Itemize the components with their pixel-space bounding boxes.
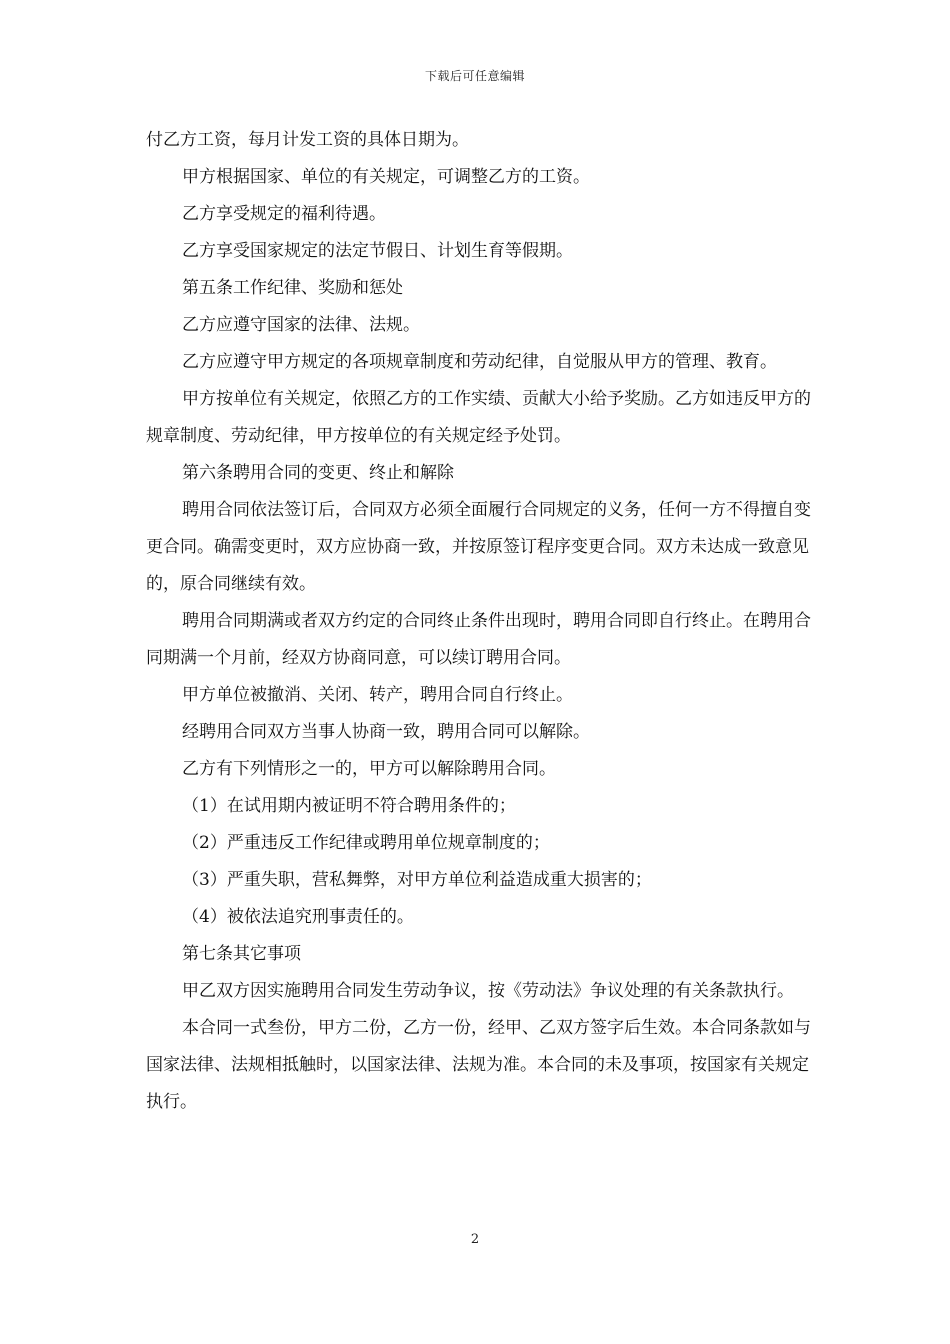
section-heading: 第六条聘用合同的变更、终止和解除	[182, 463, 454, 483]
paragraph: 聘用合同依法签订后，合同双方必须全面履行合同规定的义务，任何一方不得擅自变更合同。确需变更时，双方应协商一致，并按原签订程序变更合同。双方未达成一致意见的，原合同继续有效。	[146, 500, 811, 594]
paragraph: 本合同一式叁份，甲方二份，乙方一份，经甲、乙双方签字后生效。本合同条款如与国家法律、法规相抵触时，以国家法律、法规为准。本合同的未及事项，按国家有关规定执行。	[146, 1018, 811, 1112]
list-item: （3）严重失职，营私舞弊，对甲方单位利益造成重大损害的；	[182, 870, 652, 890]
paragraph: 乙方享受国家规定的法定节假日、计划生育等假期。	[182, 241, 573, 261]
paragraph: 乙方享受规定的福利待遇。	[182, 204, 386, 224]
paragraph: 乙方应遵守甲方规定的各项规章制度和劳动纪律，自觉服从甲方的管理、教育。	[182, 352, 777, 372]
paragraph: 甲方单位被撤消、关闭、转产，聘用合同自行终止。	[182, 685, 573, 705]
paragraph: 经聘用合同双方当事人协商一致，聘用合同可以解除。	[182, 722, 590, 742]
section-heading: 第五条工作纪律、奖励和惩处	[182, 278, 403, 298]
list-item: （1）在试用期内被证明不符合聘用条件的；	[182, 796, 516, 816]
paragraph: 甲方根据国家、单位的有关规定，可调整乙方的工资。	[182, 167, 590, 187]
document-body	[146, 122, 818, 1121]
paragraph: 乙方应遵守国家的法律、法规。	[182, 315, 420, 335]
page-header: 下载后可任意编辑	[424, 69, 525, 83]
section-heading: 第七条其它事项	[182, 944, 301, 964]
paragraph: 聘用合同期满或者双方约定的合同终止条件出现时，聘用合同即自行终止。在聘用合同期满一个月前，经双方协商同意，可以续订聘用合同。	[146, 611, 811, 668]
paragraph: 乙方有下列情形之一的，甲方可以解除聘用合同。	[182, 759, 556, 779]
list-item: （4）被依法追究刑事责任的。	[182, 907, 414, 927]
paragraph: 甲乙双方因实施聘用合同发生劳动争议，按《劳动法》争议处理的有关条款执行。	[182, 981, 794, 1001]
page-number: 2	[470, 1232, 480, 1247]
list-item: （2）严重违反工作纪律或聘用单位规章制度的；	[182, 833, 550, 853]
paragraph: 甲方按单位有关规定，依照乙方的工作实绩、贡献大小给予奖励。乙方如违反甲方的规章制度、劳动纪律，甲方按单位的有关规定经予处罚。	[146, 389, 811, 446]
paragraph: 付乙方工资，每月计发工资的具体日期为。	[146, 130, 469, 150]
